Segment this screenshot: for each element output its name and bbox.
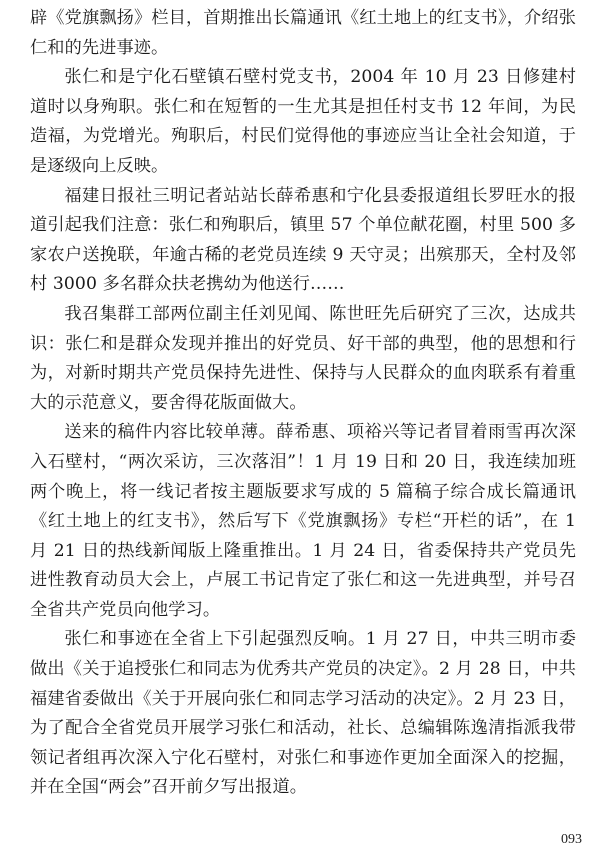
paragraph-consensus: 我召集群工部两位副主任刘见闻、陈世旺先后研究了三次，达成共识：张仁和是群众发现并推出的好党员、好干部的典型，他的思想和行为，对新时期共产党员保持先进性、保持与人民群众的血肉联系有着重大的示范意义，要舍得花版面做大。 <box>30 303 576 413</box>
page-number: 093 <box>561 832 582 847</box>
paragraph-response: 张仁和事迹在全省上下引起强烈反响。1 月 27 日，中共三明市委做出《关于追授张仁和同志为优秀共产党员的决定》。2 月 28 日，中共福建省委做出《关于开展向张仁和同志学习活动的决定》。2 月 23 日，为了配合全省党员开展学习张仁和活动，社长、总编辑陈逸清指派我带领记者组再次深入宁化石壁村，对张仁和事迹作更加全面深入的挖掘，并在全国“两会”召开前夕写出报道。 <box>30 629 576 798</box>
paragraph-continuation: 辟《党旗飘扬》栏目，首期推出长篇通讯《红土地上的红支书》，介绍张仁和的先进事迹。 <box>30 8 576 58</box>
paragraph-manuscript: 送来的稿件内容比较单薄。薛希惠、项裕兴等记者冒着雨雪再次深入石壁村，“两次采访，三次落泪”！1 月 19 日和 20 日，我连续加班两个晚上，将一线记者按主题版要求写成的 5 篇稿子综合成长篇通讯《红土地上的红支书》，然后写下《党旗飘扬》专栏“开栏的话”，在 1 月 21 日的热线新闻版上隆重推出。1 月 24 日，省委保持共产党员先进性教育动员大会上，卢展工书记肯定了张仁和这一先进典型，并号召全省共产党员向他学习。 <box>30 422 576 620</box>
body-text <box>30 4 576 803</box>
paragraph-reporters-notice: 福建日报社三明记者站站长薛希惠和宁化县委报道组长罗旺水的报道引起我们注意：张仁和殉职后，镇里 57 个单位献花圈，村里 500 多家农户送挽联，年逾古稀的老党员连续 9 天守灵；出殡那天，全村及邻村 3000 多名群众扶老携幼为他送行…… <box>30 185 576 295</box>
paragraph-zhang-renhe-intro: 张仁和是宁化石壁镇石壁村党支书，2004 年 10 月 23 日修建村道时以身殉职。张仁和在短暂的一生尤其是担任村支书 12 年间，为民造福，为党增光。殉职后，村民们觉得他的事迹应当让全社会知道，于是逐级向上反映。 <box>30 67 576 176</box>
